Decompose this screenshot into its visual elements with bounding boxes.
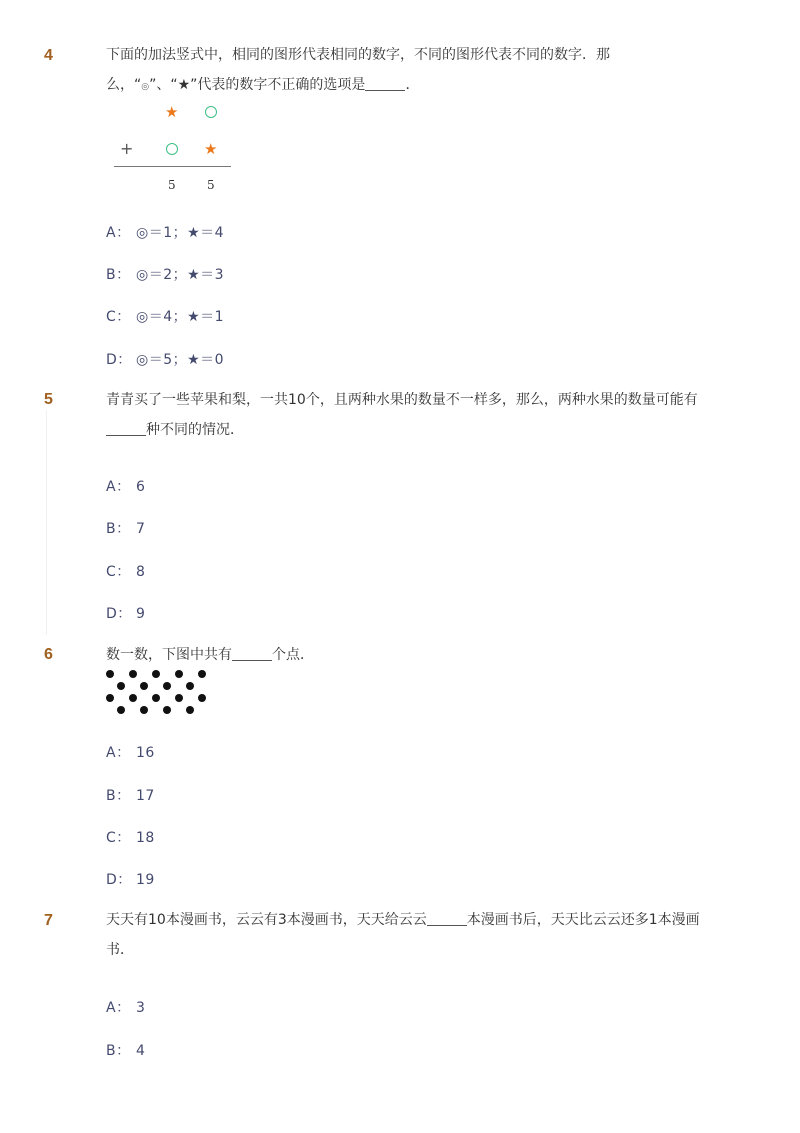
dot [198, 670, 206, 678]
dot [117, 706, 125, 714]
option-d[interactable]: D： ◎＝5；★＝0 [106, 352, 225, 368]
dot [129, 694, 137, 702]
answer-blank [365, 76, 405, 91]
dot [106, 670, 114, 678]
option-a[interactable]: A： 3 [106, 1000, 146, 1016]
question-4-line-1: 下面的加法竖式中，相同的图形代表相同的数字，不同的图形代表不同的数字．那 [106, 47, 610, 63]
answer-blank [232, 646, 272, 661]
dot [117, 682, 125, 690]
circle-icon [166, 143, 178, 155]
question-5-text [106, 385, 726, 445]
question-7-line-2: 书． [106, 942, 134, 958]
question-5-line-2: 种不同的情况． [106, 415, 726, 445]
dot [106, 694, 114, 702]
side-rule [46, 410, 47, 635]
option-c[interactable]: C： 18 [106, 830, 155, 846]
result-digit: 5 [207, 178, 215, 192]
answer-blank [106, 421, 146, 436]
dot [140, 706, 148, 714]
option-d[interactable]: D： 9 [106, 606, 146, 622]
dot [140, 682, 148, 690]
star-icon: ★ [204, 140, 218, 158]
option-c[interactable]: C： ◎＝4；★＝1 [106, 309, 225, 325]
option-c[interactable]: C： 8 [106, 564, 146, 580]
question-number-6: 6 [44, 646, 53, 663]
question-7-text [106, 905, 726, 965]
question-number-5: 5 [44, 391, 53, 408]
dot [163, 706, 171, 714]
question-number-7: 7 [44, 912, 53, 929]
question-4-text [106, 40, 726, 102]
option-a[interactable]: A： ◎＝1；★＝4 [106, 225, 225, 241]
sum-line [114, 166, 231, 167]
option-b[interactable]: B： 7 [106, 521, 146, 537]
dot [152, 694, 160, 702]
answer-blank [427, 911, 467, 926]
option-a[interactable]: A： 6 [106, 479, 146, 495]
option-b[interactable]: B： 4 [106, 1043, 146, 1059]
question-7-line-1: 天天有10本漫画书，云云有3本漫画书，天天给云云 本漫画书后，天天比云云还多1本漫画 [106, 912, 700, 928]
plus-sign: + [120, 139, 134, 158]
dot [186, 706, 194, 714]
dot [198, 694, 206, 702]
dot [163, 682, 171, 690]
option-d[interactable]: D： 19 [106, 872, 155, 888]
dot [175, 670, 183, 678]
option-b[interactable]: B： 17 [106, 788, 155, 804]
option-b[interactable]: B： ◎＝2；★＝3 [106, 267, 225, 283]
question-6-text: 数一数，下图中共有 个点． [106, 647, 314, 663]
question-5-line-1: 青青买了一些苹果和梨，一共10个，且两种水果的数量不一样多，那么，两种水果的数量可能有 [106, 392, 698, 408]
dot [186, 682, 194, 690]
star-icon: ★ [165, 103, 179, 121]
result-digit: 5 [168, 178, 176, 192]
dot [175, 694, 183, 702]
circle-symbol-icon: ◎ [141, 82, 150, 92]
dot [152, 670, 160, 678]
question-4-line-2: 么，“◎”、“★”代表的数字不正确的选项是 ． [106, 77, 420, 93]
question-number-4: 4 [44, 47, 53, 64]
dot [129, 670, 137, 678]
option-a[interactable]: A： 16 [106, 745, 155, 761]
circle-icon [205, 106, 217, 118]
